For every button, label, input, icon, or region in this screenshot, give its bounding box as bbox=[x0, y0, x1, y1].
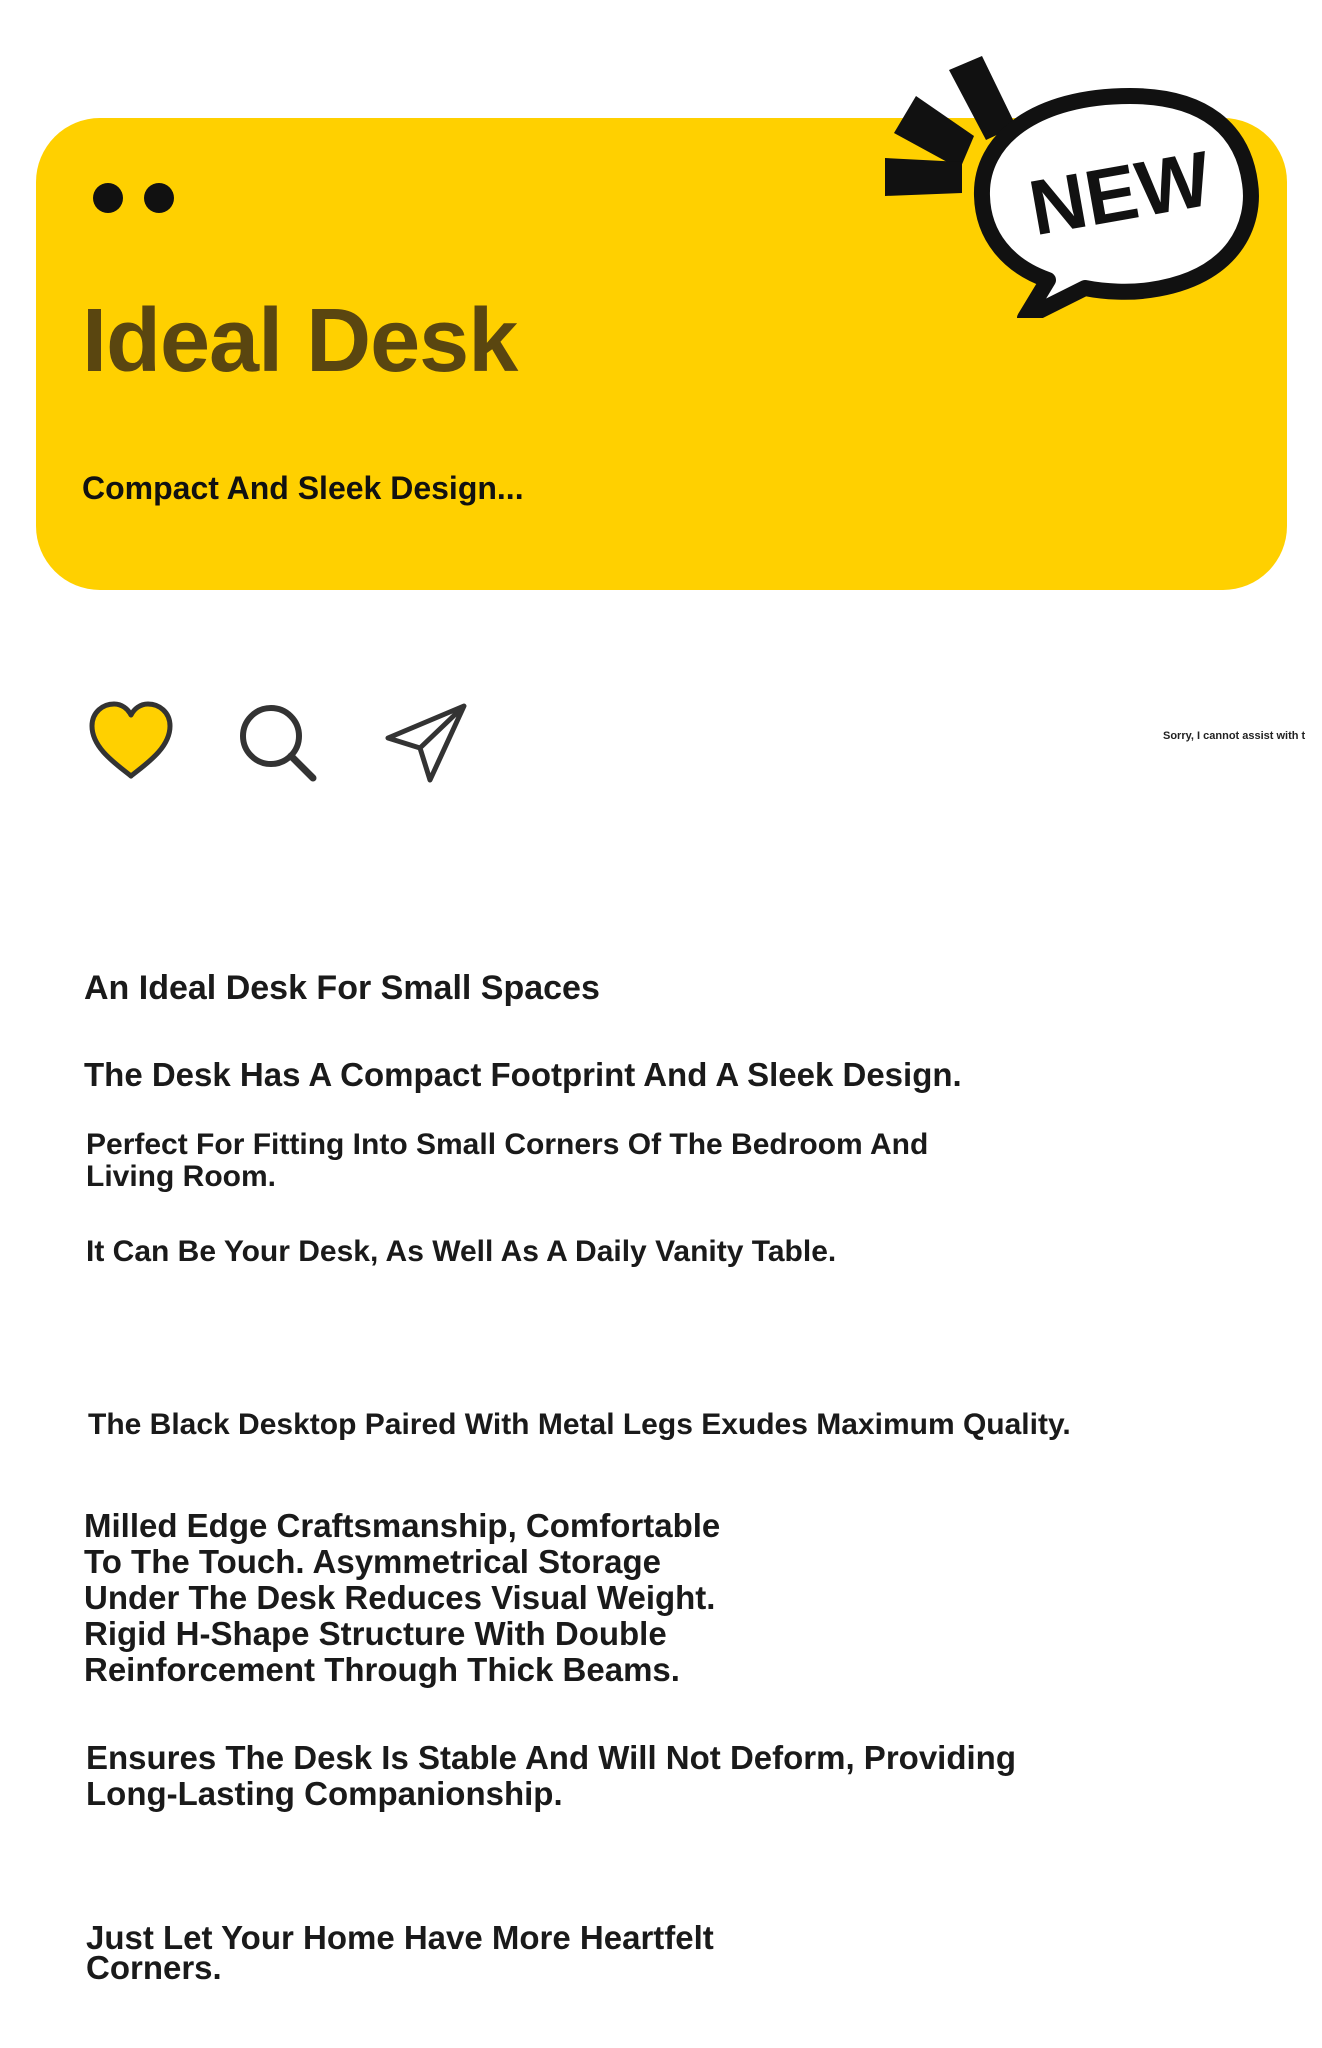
new-badge-text: NEW bbox=[1022, 133, 1218, 253]
burst-stroke bbox=[894, 96, 974, 169]
paragraph-line: Under The Desk Reduces Visual Weight. bbox=[84, 1579, 716, 1616]
page-title: Ideal Desk bbox=[82, 291, 518, 391]
disclaimer-text: Sorry, I cannot assist with t bbox=[1163, 730, 1306, 742]
paragraph-line: Just Let Your Home Have More Heartfelt bbox=[86, 1919, 714, 1956]
burst-stroke bbox=[885, 158, 962, 196]
content-heading: An Ideal Desk For Small Spaces bbox=[84, 969, 600, 1007]
paragraph-line: Living Room. bbox=[86, 1160, 276, 1193]
dot-decoration bbox=[144, 183, 174, 213]
send-icon[interactable] bbox=[382, 698, 472, 788]
paragraph-line: Corners. bbox=[86, 1949, 222, 1986]
paragraph-line: Milled Edge Craftsmanship, Comfortable bbox=[84, 1507, 721, 1544]
paragraph: The Desk Has A Compact Footprint And A Sleek Design. bbox=[84, 1056, 962, 1093]
paragraph-line: To The Touch. Asymmetrical Storage bbox=[84, 1543, 662, 1580]
new-badge bbox=[880, 18, 1260, 318]
paragraph-line: Perfect For Fitting Into Small Corners Of The Bedroom And bbox=[86, 1128, 929, 1161]
paragraph-line: Rigid H-Shape Structure With Double bbox=[84, 1615, 667, 1652]
paragraph-line: Long-Lasting Companionship. bbox=[86, 1775, 563, 1812]
page-subtitle: Compact And Sleek Design... bbox=[82, 470, 524, 506]
paragraph-line: Ensures The Desk Is Stable And Will Not Deform, Providing bbox=[86, 1739, 1016, 1776]
dot-decoration bbox=[93, 183, 123, 213]
paragraph: It Can Be Your Desk, As Well As A Daily Vanity Table. bbox=[86, 1235, 837, 1268]
heart-icon[interactable] bbox=[86, 698, 176, 788]
paragraph-line: Reinforcement Through Thick Beams. bbox=[84, 1651, 680, 1688]
paragraph: The Black Desktop Paired With Metal Legs Exudes Maximum Quality. bbox=[88, 1408, 1071, 1441]
search-icon[interactable] bbox=[233, 698, 323, 788]
